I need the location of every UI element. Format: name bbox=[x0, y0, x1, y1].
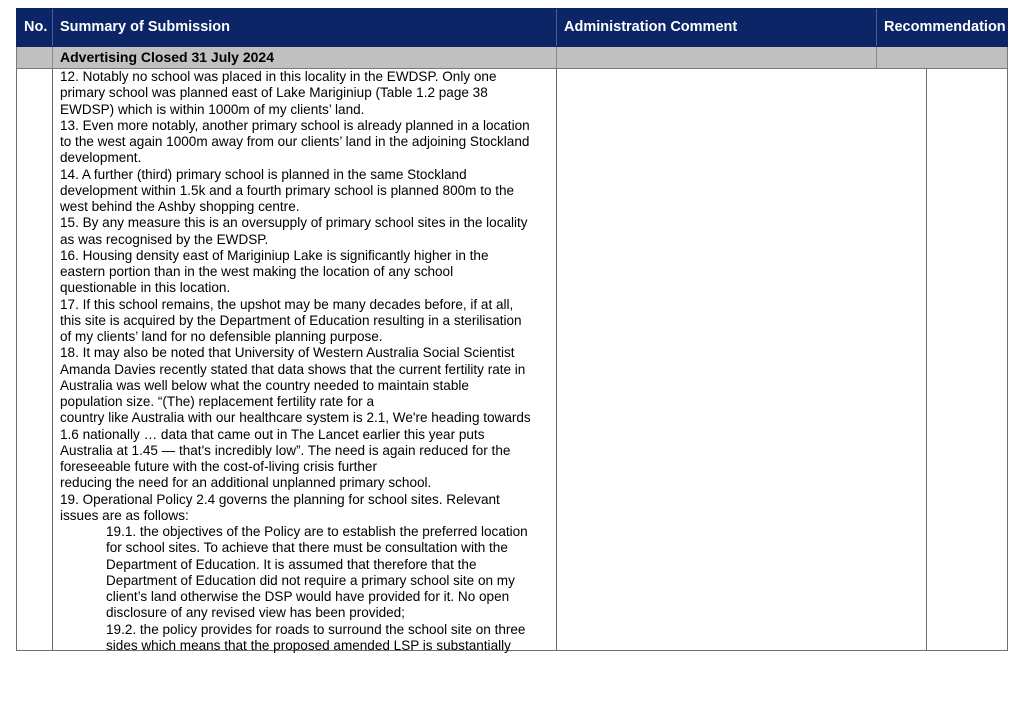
summary-line: 15. By any measure this is an oversupply of primary school sites in the locality bbox=[60, 215, 528, 231]
column-divider bbox=[926, 69, 927, 650]
table-row bbox=[16, 69, 1008, 651]
summary-line: 12. Notably no school was placed in this locality in the EWDSP. Only one bbox=[60, 69, 497, 84]
summary-line: primary school was planned east of Lake Mariginiup (Table 1.2 page 38 bbox=[60, 85, 488, 101]
column-divider bbox=[556, 47, 557, 68]
summary-line: Australia at 1.45 — that's incredibly low”. The need is again reduced for the bbox=[60, 442, 511, 458]
summary-line: development within 1.5k and a fourth primary school is planned 800m to the bbox=[60, 182, 515, 198]
submissions-table bbox=[16, 8, 1008, 651]
column-divider bbox=[876, 9, 877, 46]
header-administration-comment: Administration Comment bbox=[564, 19, 738, 35]
summary-line: 14. A further (third) primary school is planned in the same Stockland bbox=[60, 166, 467, 182]
summary-line: issues are as follows: bbox=[60, 507, 189, 523]
table-header-row bbox=[16, 8, 1008, 47]
summary-line: 16. Housing density east of Mariginiup Lake is significantly higher in the bbox=[60, 247, 489, 263]
summary-line: questionable in this location. bbox=[60, 280, 231, 296]
summary-line: 19.2. the policy provides for roads to surround the school site on three bbox=[106, 621, 526, 637]
summary-line: for school sites. To achieve that there must be consultation with the bbox=[106, 540, 508, 556]
summary-line: 17. If this school remains, the upshot may be many decades before, if at all, bbox=[60, 296, 514, 312]
column-divider bbox=[52, 69, 53, 650]
summary-line: west behind the Ashby shopping centre. bbox=[60, 199, 300, 214]
summary-line: 19. Operational Policy 2.4 governs the planning for school sites. Relevant bbox=[60, 491, 500, 507]
column-divider bbox=[556, 9, 557, 46]
header-summary: Summary of Submission bbox=[60, 19, 231, 35]
summary-line: 18. It may also be noted that University of Western Australia Social Scientist bbox=[60, 345, 515, 361]
summary-line: Department of Education did not require a primary school site on my bbox=[106, 572, 515, 588]
summary-line: development. bbox=[60, 150, 142, 166]
column-divider bbox=[876, 47, 877, 68]
section-title: Advertising Closed 31 July 2024 bbox=[60, 49, 274, 65]
summary-line: this site is acquired by the Department of Education resulting in a sterilisation bbox=[60, 312, 522, 328]
summary-cell bbox=[60, 69, 560, 654]
section-header-row bbox=[16, 47, 1008, 69]
summary-line: 19.1. the objectives of the Policy are to establish the preferred location bbox=[106, 524, 528, 539]
summary-line: country like Australia with our healthcare system is 2.1, We're heading towards bbox=[60, 410, 531, 426]
summary-line: reducing the need for an additional unplanned primary school. bbox=[60, 475, 432, 491]
summary-line: sides which means that the proposed amended LSP is substantially bbox=[106, 637, 511, 653]
summary-line: 13. Even more notably, another primary school is already planned in a location bbox=[60, 117, 530, 133]
summary-line: foreseeable future with the cost-of-living crisis further bbox=[60, 459, 377, 474]
summary-line: client’s land otherwise the DSP would have provided for it. No open bbox=[106, 589, 510, 604]
summary-line: Australia was well below what the country needed to maintain stable bbox=[60, 377, 469, 393]
summary-line: as was recognised by the EWDSP. bbox=[60, 231, 269, 247]
summary-line: eastern portion than in the west making the location of any school bbox=[60, 264, 454, 279]
summary-line: Department of Education. It is assumed that therefore that the bbox=[106, 556, 477, 572]
header-no: No. bbox=[24, 19, 48, 35]
summary-line: of my clients’ land for no defensible planning purpose. bbox=[60, 329, 383, 344]
header-recommendation: Recommendation bbox=[884, 19, 1006, 35]
summary-line: to the west again 1000m away from our clients’ land in the adjoining Stockland bbox=[60, 134, 530, 149]
summary-line: Amanda Davies recently stated that data shows that the current fertility rate in bbox=[60, 361, 526, 377]
summary-line: EWDSP) which is within 1000m of my clients’ land. bbox=[60, 101, 365, 117]
column-divider bbox=[52, 9, 53, 46]
summary-line: disclosure of any revised view has been provided; bbox=[106, 605, 405, 621]
column-divider bbox=[52, 47, 53, 68]
summary-line: 1.6 nationally … data that came out in The Lancet earlier this year puts bbox=[60, 426, 485, 442]
summary-line: population size. “(The) replacement fertility rate for a bbox=[60, 394, 374, 409]
